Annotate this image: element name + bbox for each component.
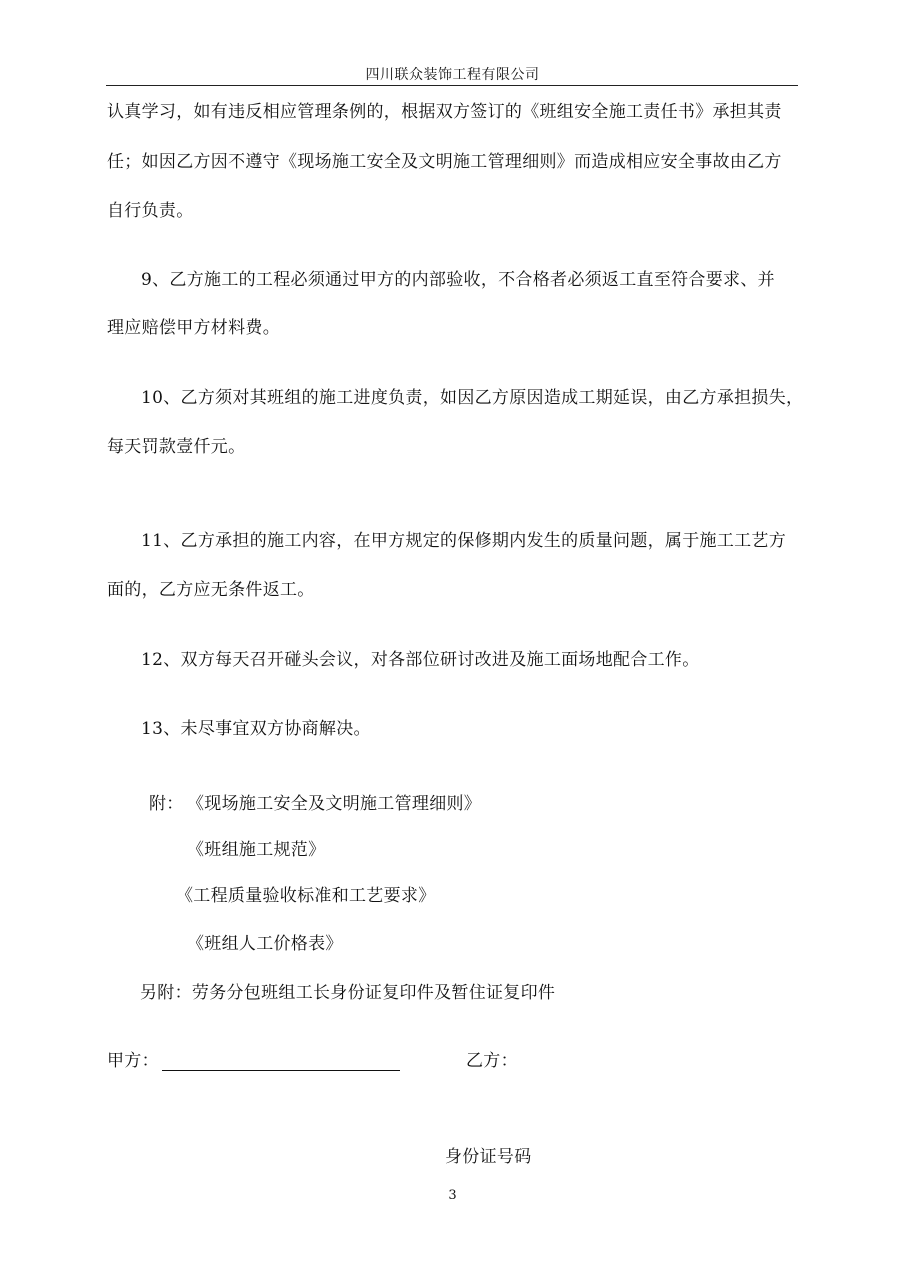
attachment-item: 《现场施工安全及文明施工管理细则》 (187, 794, 482, 814)
clause-9-line-2: 理应赔偿甲方材料费。 (107, 318, 280, 338)
clause-11-line-2: 面的，乙方应无条件返工。 (107, 580, 315, 600)
id-number-label: 身份证号码 (445, 1147, 532, 1167)
clause-11-line-1: 11、乙方承担的施工内容，在甲方规定的保修期内发生的质量问题，属于施工工艺方 (141, 531, 787, 551)
clause-13: 13、未尽事宜双方协商解决。 (141, 719, 371, 739)
attachments-label: 附： (149, 794, 184, 814)
company-name: 四川联众装饰工程有限公司 (365, 67, 540, 83)
party-b-label: 乙方： (466, 1051, 518, 1071)
party-a-signature-line (162, 1070, 400, 1071)
attachment-item: 《班组人工价格表》 (187, 934, 343, 954)
clause-10-line-2: 每天罚款壹仟元。 (107, 437, 246, 457)
attachment-item: 《工程质量验收标准和工艺要求》 (176, 886, 436, 906)
page-number: 3 (448, 1188, 457, 1203)
clause-12: 12、双方每天召开碰头会议，对各部位研讨改进及施工面场地配合工作。 (141, 650, 700, 670)
clause-8-line-3: 自行负责。 (107, 201, 194, 221)
clause-10-line-1: 10、乙方须对其班组的施工进度负责，如因乙方原因造成工期延误，由乙方承担损失， (141, 388, 804, 408)
attachment-item: 《班组施工规范》 (187, 840, 326, 860)
clause-8-line-2: 任；如因乙方因不遵守《现场施工安全及文明施工管理细则》而造成相应安全事故由乙方 (107, 152, 782, 172)
header-divider (106, 85, 798, 86)
party-a-label: 甲方： (107, 1051, 159, 1071)
clause-9-line-1: 9、乙方施工的工程必须通过甲方的内部验收，不合格者必须返工直至符合要求、并 (141, 270, 775, 290)
clause-8-line-1: 认真学习，如有违反相应管理条例的，根据双方签订的《班组安全施工责任书》承担其责 (107, 102, 782, 122)
additional-attachment: 另附：劳务分包班组工长身份证复印件及暂住证复印件 (140, 983, 556, 1003)
